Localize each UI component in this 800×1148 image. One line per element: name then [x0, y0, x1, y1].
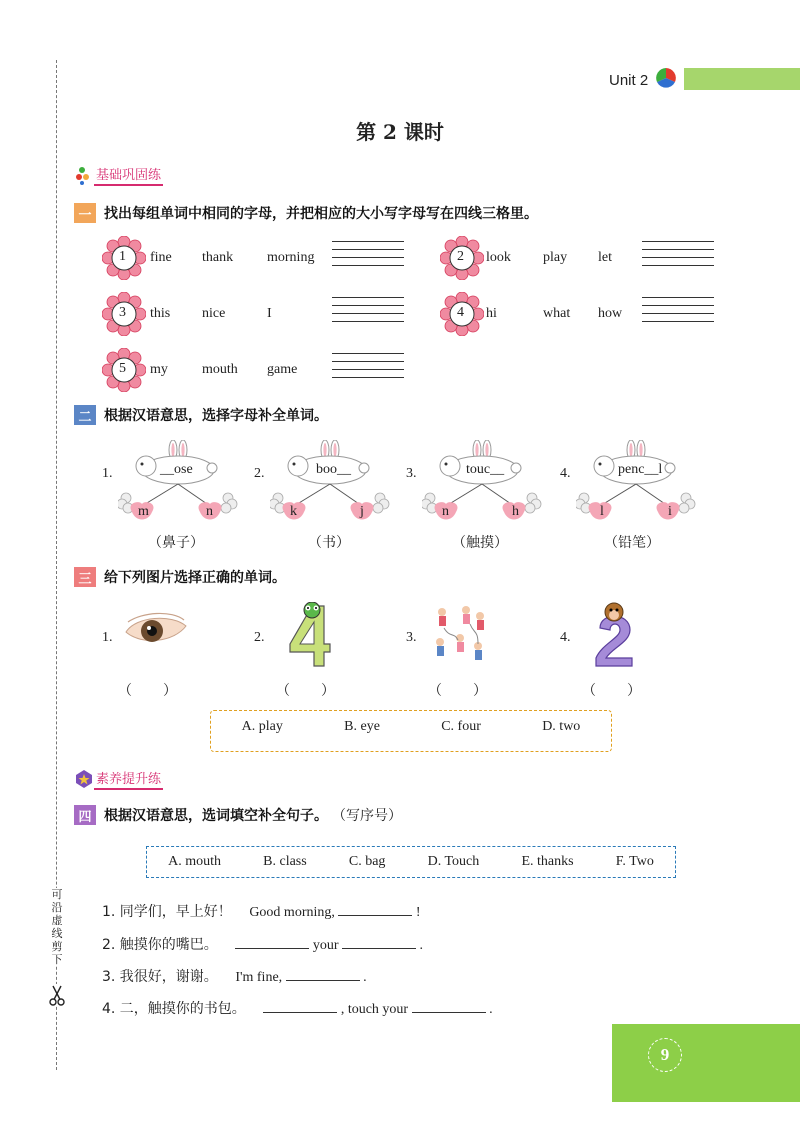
sentence-3	[102, 966, 367, 986]
option-label[interactable]: D. Touch	[427, 854, 480, 869]
word: how	[598, 306, 623, 321]
item-number: 3.	[406, 466, 417, 481]
rabbit-picture	[270, 440, 390, 528]
section-label: 基础巩固练	[94, 164, 163, 186]
four-line-writing-area[interactable]	[332, 241, 404, 271]
word: game	[267, 362, 298, 377]
group-number: 2	[457, 249, 464, 264]
incomplete-word: penc__l	[618, 462, 663, 477]
word-meaning: （书）	[308, 536, 350, 551]
question-number: 三	[74, 567, 96, 587]
letter-option[interactable]: h	[512, 504, 519, 519]
sentence-chinese: 2. 触摸你的嘴巴。	[102, 937, 218, 953]
scissors-icon	[48, 984, 66, 1006]
four-line-writing-area[interactable]	[332, 297, 404, 327]
sentence-english: Good morning,	[249, 905, 335, 920]
children-playing-picture	[430, 604, 490, 668]
four-line-writing-area[interactable]	[332, 353, 404, 383]
answer-blank[interactable]	[412, 999, 486, 1013]
question-number: 一	[74, 203, 96, 223]
q3-options-box	[210, 710, 612, 752]
word: hi	[486, 306, 497, 321]
item-number: 1.	[102, 466, 113, 481]
sentence-4	[102, 998, 493, 1018]
question-text: 给下列图片选择正确的单词。	[104, 570, 286, 586]
sentence-english: I'm fine,	[235, 970, 283, 985]
flower-number-icon	[440, 236, 484, 280]
item-number: 3.	[406, 630, 417, 645]
answer-blank[interactable]	[235, 935, 309, 949]
word: my	[150, 362, 168, 377]
incomplete-word: boo__	[316, 462, 351, 477]
page-title: 第 2 课时	[356, 120, 444, 144]
sentence-chinese: 3. 我很好，谢谢。	[102, 969, 218, 985]
word: nice	[202, 306, 226, 321]
question-text: 根据汉语意思，选择字母补全单词。	[104, 408, 328, 424]
option-label[interactable]: C. four	[441, 719, 481, 734]
letter-option[interactable]: k	[290, 504, 297, 519]
item-number: 4.	[560, 630, 571, 645]
rabbit-picture	[576, 440, 696, 528]
sentence-2	[102, 934, 423, 954]
flower-number-icon	[440, 292, 484, 336]
word: I	[267, 306, 272, 321]
sentence-english: .	[363, 970, 367, 985]
section-badge-advanced	[74, 768, 163, 790]
rabbit-picture	[118, 440, 238, 528]
option-label[interactable]: E. thanks	[521, 854, 574, 869]
option-label[interactable]: A. play	[241, 719, 283, 734]
cut-instruction: 可沿虚线剪下	[48, 888, 66, 966]
word-meaning: （鼻子）	[148, 536, 204, 551]
item-number: 2.	[254, 630, 265, 645]
item-number: 1.	[102, 630, 113, 645]
word: fine	[150, 250, 172, 265]
unit-bar	[684, 68, 800, 90]
word-meaning: （铅笔）	[604, 536, 660, 551]
question-2-header	[74, 404, 328, 426]
group-number: 4	[457, 305, 464, 320]
word: mouth	[202, 362, 238, 377]
item-number: 2.	[254, 466, 265, 481]
star-badge-icon	[74, 769, 94, 789]
word-meaning: （触摸）	[452, 536, 508, 551]
letter-option[interactable]: l	[600, 504, 604, 519]
option-label[interactable]: A. mouth	[168, 854, 221, 869]
unit-label: Unit 2	[609, 72, 649, 89]
answer-blank[interactable]	[338, 902, 412, 916]
sentence-english: , touch your	[340, 1002, 409, 1017]
letter-option[interactable]: i	[668, 504, 672, 519]
question-4-header	[74, 804, 402, 826]
question-note: （写序号）	[332, 808, 402, 824]
sentence-english: your	[312, 938, 339, 953]
flower-number-icon	[102, 292, 146, 336]
sentence-1	[102, 901, 421, 921]
rabbit-picture	[422, 440, 542, 528]
page-number: 9	[648, 1038, 682, 1072]
question-text: 找出每组单词中相同的字母，并把相应的大小写字母写在四线三格里。	[104, 206, 538, 222]
flower-number-icon	[102, 236, 146, 280]
word: thank	[202, 250, 234, 265]
question-number: 二	[74, 405, 96, 425]
letter-option[interactable]: m	[138, 504, 149, 519]
option-label[interactable]: C. bag	[348, 854, 386, 869]
question-text: 根据汉语意思，选词填空补全句子。	[104, 808, 328, 824]
sentence-chinese: 1. 同学们，早上好！	[102, 904, 232, 920]
eye-picture	[122, 612, 190, 658]
word: what	[543, 306, 571, 321]
sentence-english: .	[489, 1002, 493, 1017]
group-number: 5	[119, 361, 126, 376]
unit-ball-icon	[655, 67, 677, 89]
letter-option[interactable]: n	[206, 504, 213, 519]
option-label[interactable]: B. eye	[344, 719, 380, 734]
letter-option[interactable]: n	[442, 504, 449, 519]
number-two-monkey-picture	[592, 602, 636, 668]
group-number: 1	[119, 249, 126, 264]
sentence-english: .	[419, 938, 423, 953]
question-number: 四	[74, 805, 96, 825]
word: let	[598, 250, 612, 265]
section-label: 素养提升练	[94, 768, 163, 790]
word: play	[543, 250, 568, 265]
item-number: 4.	[560, 466, 571, 481]
sentence-chinese: 4. 二，触摸你的书包。	[102, 1001, 246, 1017]
answer-blank[interactable]	[263, 999, 337, 1013]
number-four-frog-picture	[284, 602, 334, 668]
question-1-header	[74, 202, 538, 224]
question-3-header	[74, 566, 286, 588]
answer-blank[interactable]	[286, 967, 360, 981]
word: this	[150, 306, 171, 321]
option-label[interactable]: B. class	[263, 854, 307, 869]
incomplete-word: touc__	[466, 462, 505, 477]
option-label[interactable]: D. two	[542, 719, 581, 734]
q4-options-box	[146, 846, 676, 878]
page-number-box	[612, 1024, 800, 1102]
answer-parentheses[interactable]: （ ）	[118, 684, 178, 699]
word: look	[486, 250, 511, 265]
four-line-writing-area[interactable]	[642, 297, 714, 327]
group-number: 3	[119, 305, 126, 320]
letter-option[interactable]: j	[360, 504, 364, 519]
dots-icon	[74, 165, 94, 185]
answer-parentheses[interactable]: （ ）	[428, 684, 488, 699]
word: morning	[267, 250, 315, 265]
option-label[interactable]: F. Two	[615, 854, 654, 869]
answer-parentheses[interactable]: （ ）	[276, 684, 336, 699]
sentence-english: !	[415, 905, 421, 920]
incomplete-word: __ose	[160, 462, 193, 477]
answer-blank[interactable]	[342, 935, 416, 949]
flower-number-icon	[102, 348, 146, 392]
section-badge-basic	[74, 164, 163, 186]
answer-parentheses[interactable]: （ ）	[582, 684, 642, 699]
four-line-writing-area[interactable]	[642, 241, 714, 271]
